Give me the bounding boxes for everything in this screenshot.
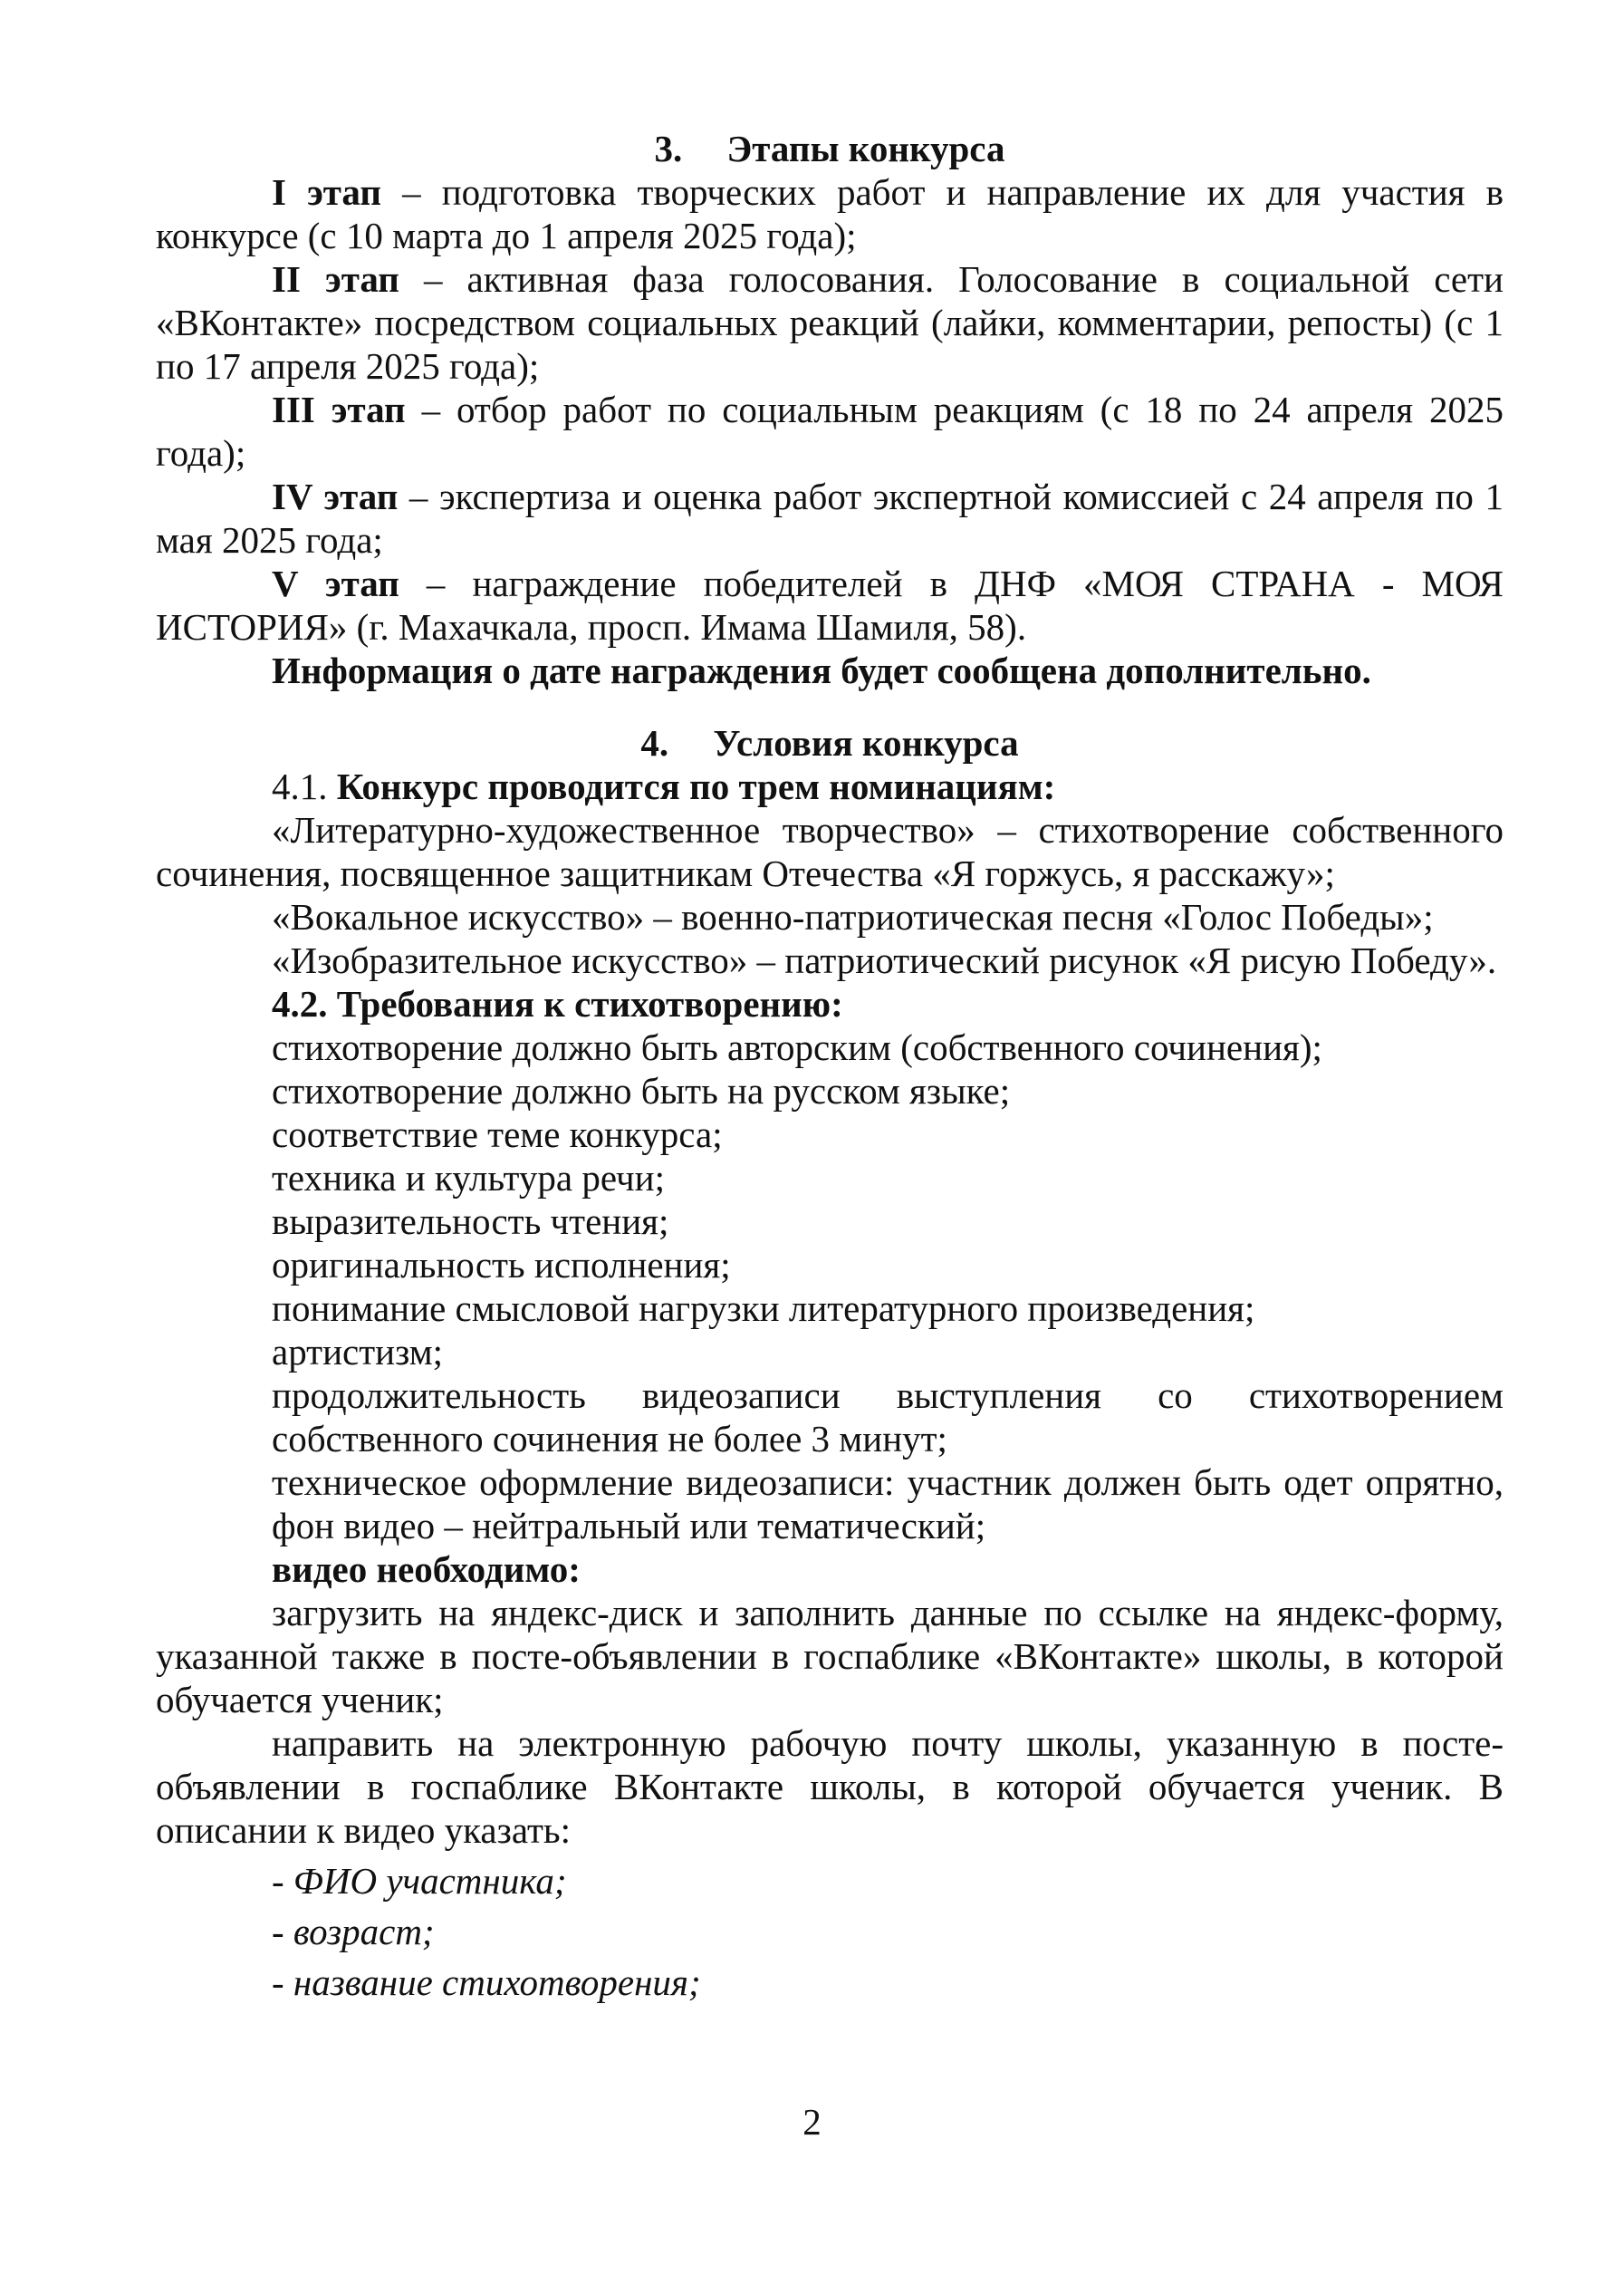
award-note: Информация о дате награждения будет сообщена дополнительно. <box>272 650 1371 691</box>
clause-number: 4.1. <box>272 766 328 807</box>
stage-paragraph <box>156 388 1504 475</box>
stage-text: – экспертиза и оценка работ экспертной комиссией с 24 апреля по 1 мая 2025 года; <box>156 476 1504 561</box>
nomination-item: «Изобразительное искусство» – патриотический рисунок «Я рисую Победу». <box>272 939 1497 981</box>
stage-paragraph <box>156 170 1504 257</box>
description-field: - ФИО участника; <box>272 1860 567 1902</box>
stage-text: – отбор работ по социальным реакциям (с 18 по 24 апреля 2025 года); <box>156 389 1504 474</box>
stage-label: III этап <box>272 389 406 430</box>
requirement-item: соответствие теме конкурса; <box>272 1113 723 1155</box>
stage-text: – подготовка творческих работ и направление их для участия в конкурсе (с 10 марта до 1 апреля 2025 года); <box>156 171 1504 256</box>
stage-label: I этап <box>272 171 382 213</box>
page-body <box>156 127 1504 2004</box>
section-3-heading <box>156 127 1504 170</box>
section-title: Условия конкурса <box>713 722 1019 764</box>
section-number: 3. <box>654 128 683 169</box>
stage-paragraph <box>156 257 1504 388</box>
requirement-item: техника и культура речи; <box>272 1157 665 1199</box>
stage-paragraph <box>156 562 1504 649</box>
requirement-item: стихотворение должно быть авторским (собственного сочинения); <box>272 1026 1322 1068</box>
section-gap <box>156 692 1504 721</box>
description-field: - возраст; <box>272 1911 435 1952</box>
video-step: загрузить на яндекс-диск и заполнить данные по ссылке на яндекс-форму, указанной также в посте-объявлении в госпаблике «ВКонтакте» школы, в которой обучается ученик; <box>156 1592 1504 1720</box>
page-number: 2 <box>802 2101 822 2143</box>
nomination-item: «Вокальное искусство» – военно-патриотическая песня «Голос Победы»; <box>272 896 1434 938</box>
video-requirements-title: видео необходимо: <box>272 1548 581 1590</box>
stage-paragraph <box>156 475 1504 562</box>
requirement-item: продолжительность видеозаписи выступления со стихотворением собственного сочинения не более 3 минут; <box>272 1374 1504 1460</box>
video-step: направить на электронную рабочую почту школы, указанную в посте-объявлении в госпаблике ВКонтакте школы, в которой обучается ученик. В описании к видео указать: <box>156 1722 1504 1851</box>
clause-4-1-title <box>156 765 1504 808</box>
clause-title: Конкурс проводится по трем номинациям: <box>336 766 1056 807</box>
requirement-item: выразительность чтения; <box>272 1200 669 1242</box>
requirement-item: артистизм; <box>272 1331 444 1373</box>
clause-4-2-title: 4.2. Требования к стихотворению: <box>272 983 843 1025</box>
stage-label: V этап <box>272 563 399 604</box>
stage-label: II этап <box>272 258 399 300</box>
requirement-item: техническое оформление видеозаписи: участник должен быть одет опрятно, фон видео – нейтральный или тематический; <box>272 1461 1504 1546</box>
section-4-heading <box>156 721 1504 765</box>
stage-label: IV этап <box>272 476 399 517</box>
requirement-item: оригинальность исполнения; <box>272 1244 731 1286</box>
requirement-item: стихотворение должно быть на русском языке; <box>272 1070 1011 1112</box>
stage-text: – активная фаза голосования. Голосование в социальной сети «ВКонтакте» посредством социальных реакций (лайки, комментарии, репосты) (с 1 по 17 апреля 2025 года); <box>156 258 1504 387</box>
section-number: 4. <box>640 722 669 764</box>
nomination-item: «Литературно-художественное творчество» – стихотворение собственного сочинения, посвященное защитникам Отечества «Я горжусь, я расскажу»; <box>156 809 1504 894</box>
requirement-item: понимание смысловой нагрузки литературного произведения; <box>272 1287 1255 1329</box>
section-title: Этапы конкурса <box>726 128 1005 169</box>
description-field: - название стихотворения; <box>272 1961 701 2003</box>
stage-text: – награждение победителей в ДНФ «МОЯ СТРАНА - МОЯ ИСТОРИЯ» (г. Махачкала, просп. Имама Шамиля, 58). <box>156 563 1504 648</box>
